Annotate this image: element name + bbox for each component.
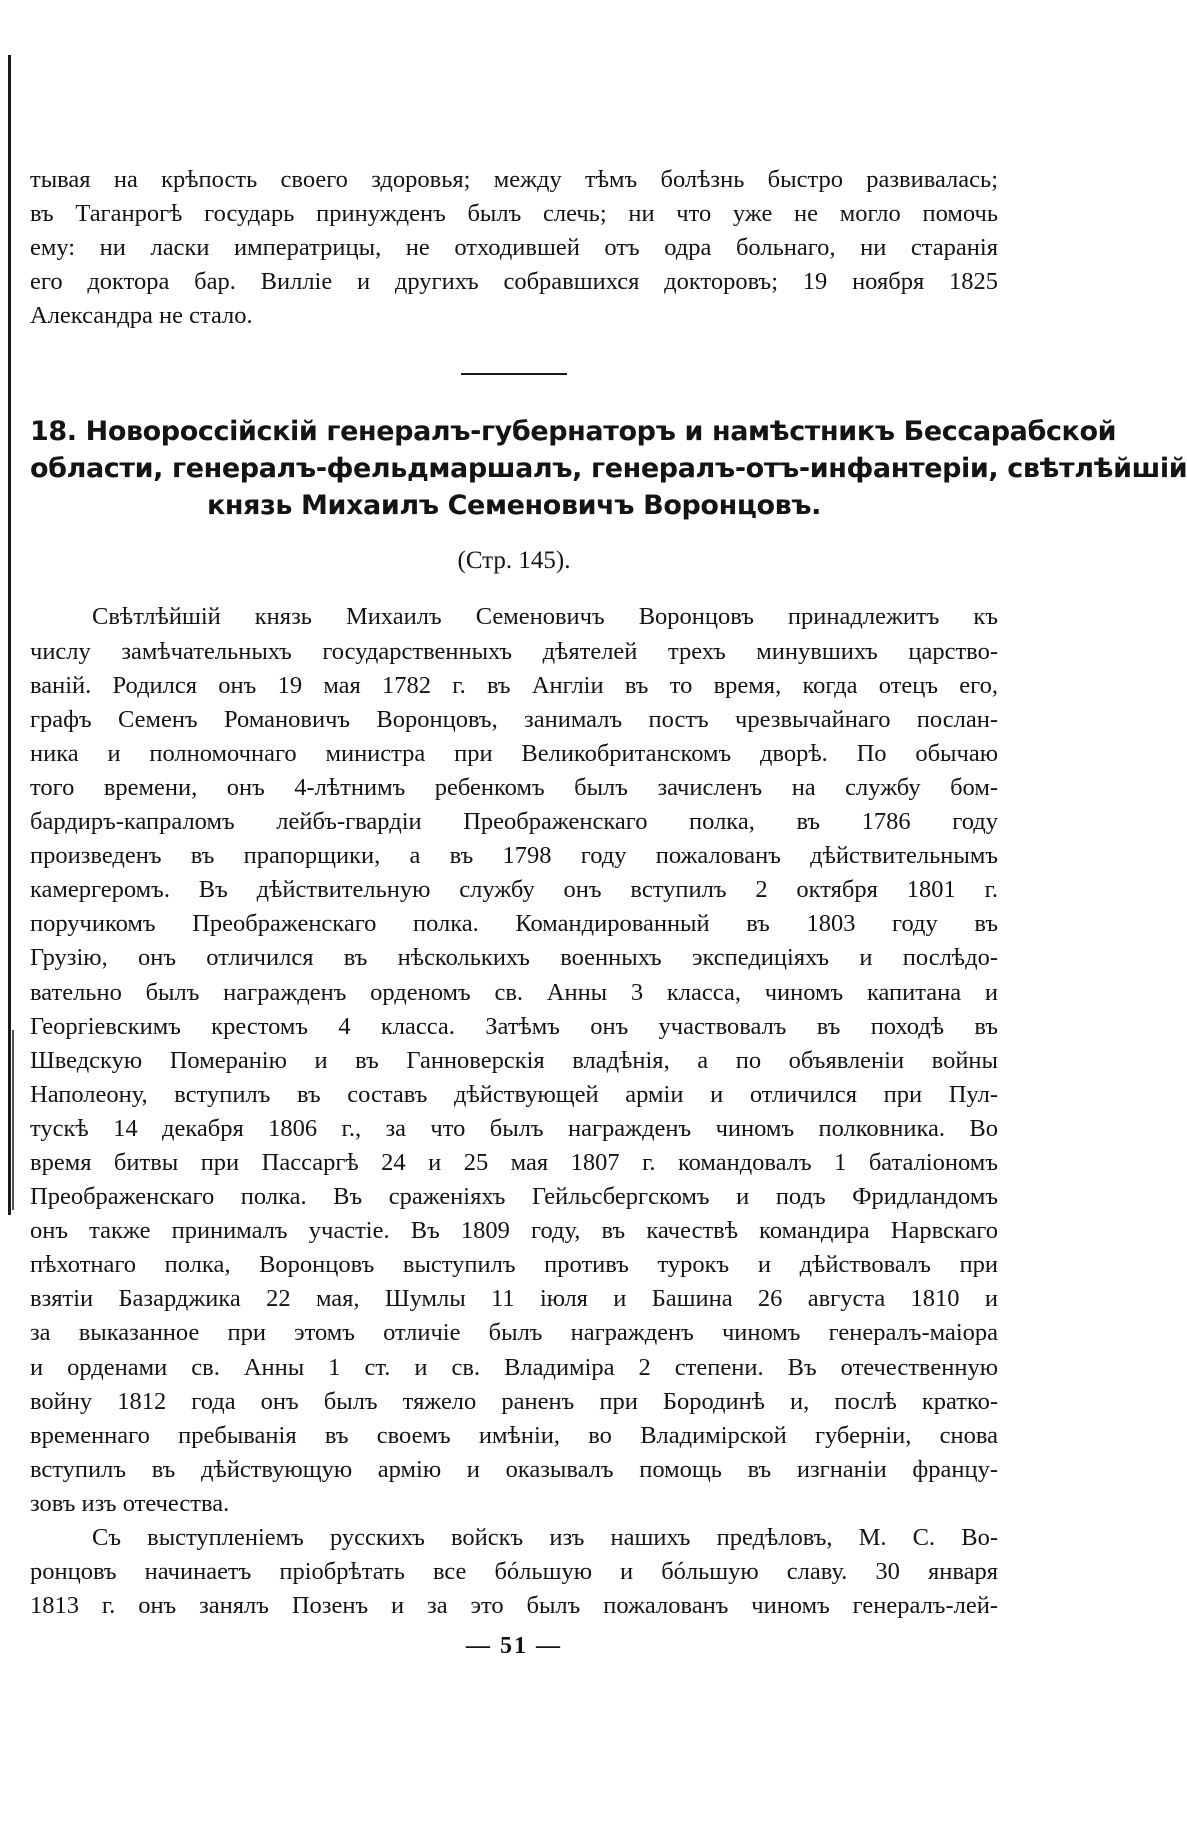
text-line: 1813 г. онъ занялъ Позенъ и за это былъ пожалованъ чиномъ генералъ-лей-: [30, 1592, 998, 1620]
top-paragraph: [30, 163, 998, 333]
text-line: графъ Семенъ Романовичъ Воронцовъ, занималъ постъ чрезвычайнаго послан-: [30, 705, 998, 733]
book-page: [30, 163, 1187, 1663]
text-line: Грузію, онъ отличился въ нѣсколькихъ военныхъ экспедиціяхъ и послѣдо-: [30, 944, 998, 972]
heading-line: области, генералъ-фельдмаршалъ, генералъ-отъ-инфантеріи, свѣтлѣйшій: [30, 453, 1187, 485]
text-line: временнаго пребыванія въ своемъ имѣніи, во Владимірской губерніи, снова: [30, 1421, 998, 1449]
text-line: ему: ни ласки императрицы, не отходившей отъ одра больнаго, ни старанія: [30, 234, 998, 262]
scan-left-edge-lower: [12, 1030, 14, 1210]
text-line: вступилъ въ дѣйствующую армію и оказывалъ помощь въ изгнаніи францу-: [30, 1455, 998, 1483]
text-line: войну 1812 года онъ былъ тяжело раненъ при Бородинѣ и, послѣ кратко-: [30, 1387, 998, 1415]
text-line: взятіи Базарджика 22 мая, Шумлы 11 іюля и Башина 26 августа 1810 и: [30, 1285, 998, 1313]
text-line: числу замѣчательныхъ государственныхъ дѣятелей трехъ минувшихъ царство-: [30, 637, 998, 665]
section-heading: [30, 413, 1187, 524]
text-line: Александра не стало.: [30, 302, 253, 330]
text-line: тывая на крѣпость своего здоровья; между тѣмъ болѣзнь быстро развивалась;: [30, 166, 998, 193]
text-line: произведенъ въ прапорщики, а въ 1798 году пожалованъ дѣйствительнымъ: [30, 842, 998, 870]
text-line: и орденами св. Анны 1 ст. и св. Владиміра 2 степени. Въ отечественную: [30, 1353, 998, 1381]
text-line: онъ также принималъ участіе. Въ 1809 году, въ качествѣ командира Нарвскаго: [30, 1217, 998, 1245]
text-line: тускѣ 14 декабря 1806 г., за что былъ награжденъ чиномъ полковника. Во: [30, 1114, 998, 1142]
paragraph-1: [30, 600, 998, 1521]
text-line: бардиръ-капраломъ лейбъ-гвардіи Преображенскаго полка, въ 1786 году: [30, 808, 998, 836]
text-line: поручикомъ Преображенскаго полка. Командированный въ 1803 году въ: [30, 910, 998, 938]
text-line: Шведскую Померанію и въ Ганноверскія владѣнія, а по объявленіи войны: [30, 1046, 998, 1074]
text-line: ваній. Родился онъ 19 мая 1782 г. въ Англіи въ то время, когда отецъ его,: [30, 671, 998, 699]
section-divider: [461, 373, 567, 375]
heading-line: 18. Новороссійскій генералъ-губернаторъ и намѣстникъ Бессарабской: [30, 416, 1117, 448]
text-line: того времени, онъ 4-лѣтнимъ ребенкомъ былъ зачисленъ на службу бом-: [30, 773, 998, 801]
page-number: — 51 —: [466, 1633, 562, 1660]
paragraph-2: [30, 1521, 998, 1623]
text-line: за выказанное при этомъ отличіе былъ награжденъ чиномъ генералъ-маіора: [30, 1319, 998, 1347]
text-line: пѣхотнаго полка, Воронцовъ выступилъ противъ турокъ и дѣйствовалъ при: [30, 1251, 998, 1279]
text-line: Съ выступленіемъ русскихъ войскъ изъ нашихъ предѣловъ, М. С. Во-: [92, 1524, 998, 1551]
text-line: камергеромъ. Въ дѣйствительную службу онъ вступилъ 2 октября 1801 г.: [30, 876, 998, 904]
text-line: Наполеону, вступилъ въ составъ дѣйствующей арміи и отличился при Пул-: [30, 1080, 998, 1108]
text-line: въ Таганрогѣ государь принужденъ былъ слечь; ни что уже не могло помочь: [30, 200, 998, 228]
text-line: ронцовъ начинаетъ пріобрѣтать все бóльшую и бóльшую славу. 30 января: [30, 1558, 998, 1586]
text-line: время битвы при Пассаргѣ 24 и 25 мая 1807 г. командовалъ 1 баталіономъ: [30, 1148, 998, 1176]
text-line: Георгіевскимъ крестомъ 4 класса. Затѣмъ онъ участвовалъ въ походѣ въ: [30, 1012, 998, 1040]
heading-line: князь Михаилъ Семеновичъ Воронцовъ.: [206, 490, 822, 522]
page-reference: (Стр. 145).: [457, 547, 571, 575]
text-line: Свѣтлѣйшій князь Михаилъ Семеновичъ Воронцовъ принадлежитъ къ: [92, 603, 998, 631]
text-line: зовъ изъ отечества.: [30, 1489, 230, 1517]
scan-left-edge: [8, 55, 11, 1215]
text-line: его доктора бар. Вилліе и другихъ собравшихся докторовъ; 19 ноября 1825: [30, 268, 998, 296]
text-line: вательно былъ награжденъ орденомъ св. Анны 3 класса, чиномъ капитана и: [30, 978, 998, 1006]
text-line: ника и полномочнаго министра при Великобританскомъ дворѣ. По обычаю: [30, 739, 998, 767]
text-line: Преображенскаго полка. Въ сраженіяхъ Гейльсбергскомъ и подъ Фридландомъ: [30, 1183, 998, 1211]
